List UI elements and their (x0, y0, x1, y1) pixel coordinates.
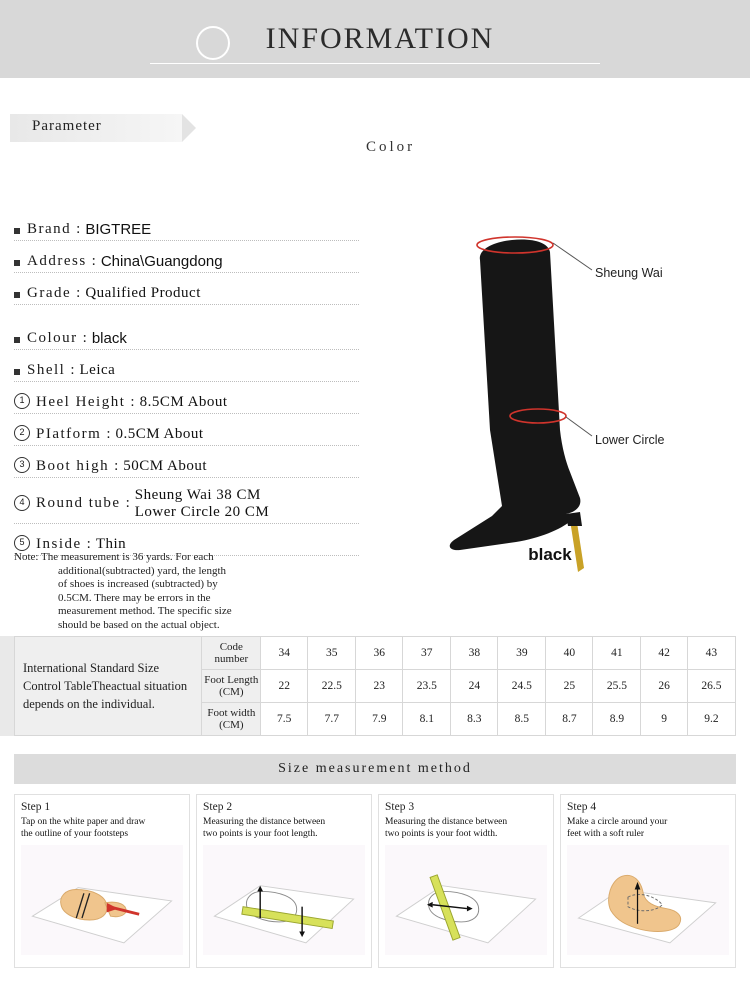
step-desc-line1: Tap on the white paper and draw (21, 817, 146, 827)
spec-separator: : (114, 458, 119, 474)
step3-illustration-icon (385, 845, 547, 955)
cell-width-8: 9 (641, 703, 687, 736)
spec-row-round-tube (14, 487, 359, 524)
cell-length-7: 25.5 (593, 670, 641, 703)
step-desc-line1: Measuring the distance between (203, 817, 326, 827)
step2-illustration-icon (203, 845, 365, 955)
note-line-1: The measurement is 36 yards. For each (41, 551, 214, 563)
spec-row-heel-height (14, 391, 359, 414)
spec-row-platform (14, 423, 359, 446)
step-label: Step 3 (385, 801, 415, 813)
cell-code-9: 43 (687, 637, 735, 670)
row-header-foot-width: Foot width (CM) (202, 703, 261, 736)
lead-line-3: depends on the individual. (23, 697, 155, 711)
spec-key: Grade (27, 285, 72, 301)
cell-width-5: 8.5 (498, 703, 546, 736)
step-desc-line2: feet with a soft ruler (567, 828, 645, 839)
spec-row-boot-high (14, 455, 359, 478)
spec-separator: : (82, 330, 87, 346)
spec-key: Shell (27, 362, 66, 378)
step-desc-line2: the outline of your footsteps (21, 828, 129, 839)
cell-length-8: 26 (641, 670, 687, 703)
lead-line-1: International Standard Size (23, 661, 160, 675)
cell-width-0: 7.5 (261, 703, 308, 736)
step-description (21, 817, 183, 841)
step-description (203, 817, 365, 841)
step-label: Step 4 (567, 801, 597, 813)
row-header-code-number: Code number (202, 637, 261, 670)
spec-key: Colour (27, 330, 78, 346)
spec-row-grade (14, 282, 359, 305)
square-bullet-icon (14, 369, 20, 375)
spec-key: Address (27, 253, 87, 269)
step4-illustration-icon (567, 845, 729, 955)
spec-separator: : (91, 253, 96, 269)
cell-code-8: 42 (641, 637, 687, 670)
tab-parameter-label: Parameter (32, 118, 102, 134)
spec-key: Heel Height (36, 394, 126, 410)
spec-separator: : (86, 536, 91, 552)
cell-width-7: 8.9 (593, 703, 641, 736)
cell-code-5: 39 (498, 637, 546, 670)
cell-length-0: 22 (261, 670, 308, 703)
note-line-4: 0.5CM. There may be errors in the (58, 591, 211, 604)
spec-value: BIGTREE (85, 221, 152, 238)
step-card-4 (560, 794, 736, 968)
cell-code-0: 34 (261, 637, 308, 670)
step1-illustration-icon (21, 845, 183, 955)
circle-icon (196, 26, 230, 60)
step-description (385, 817, 547, 841)
spec-key: Inside (36, 536, 82, 552)
spec-key: Boot high (36, 458, 110, 474)
number-badge-1-icon: 1 (14, 393, 30, 409)
color-section-label: Color (366, 139, 416, 155)
number-badge-5-icon: 5 (14, 535, 30, 551)
note-block (14, 551, 354, 632)
number-badge-2-icon: 2 (14, 425, 30, 441)
cell-length-6: 25 (546, 670, 593, 703)
cell-code-6: 40 (546, 637, 593, 670)
cell-length-1: 22.5 (308, 670, 356, 703)
cell-width-9: 9.2 (687, 703, 735, 736)
step-desc-line2: two points is your foot length. (203, 828, 318, 839)
note-line-6: should be based on the actual object. (58, 618, 220, 631)
table-left-strip (0, 636, 14, 736)
spec-separator: : (125, 495, 130, 511)
spec-separator: : (70, 362, 75, 378)
measurement-steps (14, 794, 736, 968)
table-row (15, 637, 736, 670)
spec-separator: : (130, 394, 135, 410)
cell-code-7: 41 (593, 637, 641, 670)
number-badge-4-icon: 4 (14, 495, 30, 511)
cell-code-4: 38 (451, 637, 498, 670)
step-desc-line1: Make a circle around your (567, 817, 668, 827)
cell-code-2: 36 (356, 637, 403, 670)
spec-row-colour (14, 327, 359, 350)
product-image (420, 180, 740, 580)
spec-value-line2: Lower Circle 20 CM (134, 504, 270, 520)
spec-separator: : (106, 426, 111, 442)
page-header (0, 0, 750, 78)
spec-value: black (91, 330, 127, 347)
step-label: Step 2 (203, 801, 233, 813)
row-header-foot-length: Foot Length (CM) (202, 670, 261, 703)
cell-width-4: 8.3 (451, 703, 498, 736)
product-color-caption: black (528, 545, 572, 564)
size-table-lead (15, 637, 202, 736)
note-label: Note: (14, 551, 39, 563)
cell-length-9: 26.5 (687, 670, 735, 703)
tab-parameter[interactable] (10, 114, 182, 142)
size-table-wrap (14, 636, 736, 736)
spec-value: 0.5CM About (115, 426, 204, 442)
step-card-3 (378, 794, 554, 968)
cell-length-3: 23.5 (403, 670, 451, 703)
spec-key: Brand (27, 221, 72, 237)
cell-width-2: 7.9 (356, 703, 403, 736)
step-card-1 (14, 794, 190, 968)
step-description (567, 817, 729, 841)
spec-separator: : (76, 221, 81, 237)
page-title: INFORMATION (265, 22, 495, 55)
step-desc-line1: Measuring the distance between (385, 817, 508, 827)
measurement-title: Size measurement method (14, 754, 736, 784)
square-bullet-icon (14, 260, 20, 266)
spec-value: China\Guangdong (100, 253, 223, 270)
step-desc-line2: two points is your foot width. (385, 828, 498, 839)
spec-value: Thin (95, 536, 127, 552)
cell-length-2: 23 (356, 670, 403, 703)
spec-value: Leica (79, 362, 116, 378)
lead-line-2: Control TableTheactual situation (23, 679, 188, 693)
cell-width-6: 8.7 (546, 703, 593, 736)
note-line-3: of shoes is increased (subtracted) by (58, 578, 218, 590)
spec-row-address (14, 250, 359, 273)
step-label: Step 1 (21, 801, 51, 813)
note-line-2: additional(subtracted) yard, the length (58, 564, 226, 577)
cell-width-1: 7.7 (308, 703, 356, 736)
spec-value-line1: Sheung Wai 38 CM (134, 487, 261, 503)
spec-row-brand (14, 218, 359, 241)
cell-code-3: 37 (403, 637, 451, 670)
spec-value: 8.5CM About (139, 394, 228, 410)
note-line-5: measurement method. The specific size (58, 605, 232, 617)
step-card-2 (196, 794, 372, 968)
spec-list (14, 218, 359, 565)
size-table (14, 636, 736, 736)
cell-code-1: 35 (308, 637, 356, 670)
cell-width-3: 8.1 (403, 703, 451, 736)
square-bullet-icon (14, 228, 20, 234)
number-badge-3-icon: 3 (14, 457, 30, 473)
spec-key: Round tube (36, 495, 121, 511)
boot-illustration-icon (420, 180, 740, 580)
spec-key: PIatform (36, 426, 102, 442)
cell-length-4: 24 (451, 670, 498, 703)
square-bullet-icon (14, 337, 20, 343)
callout-sheung-wai: Sheung Wai (595, 266, 663, 280)
spec-value: Qualified Product (85, 285, 201, 301)
square-bullet-icon (14, 292, 20, 298)
spec-value: 50CM About (123, 458, 208, 474)
callout-lower-circle: Lower Circle (595, 433, 665, 447)
spec-row-shell (14, 359, 359, 382)
spec-separator: : (76, 285, 81, 301)
cell-length-5: 24.5 (498, 670, 546, 703)
